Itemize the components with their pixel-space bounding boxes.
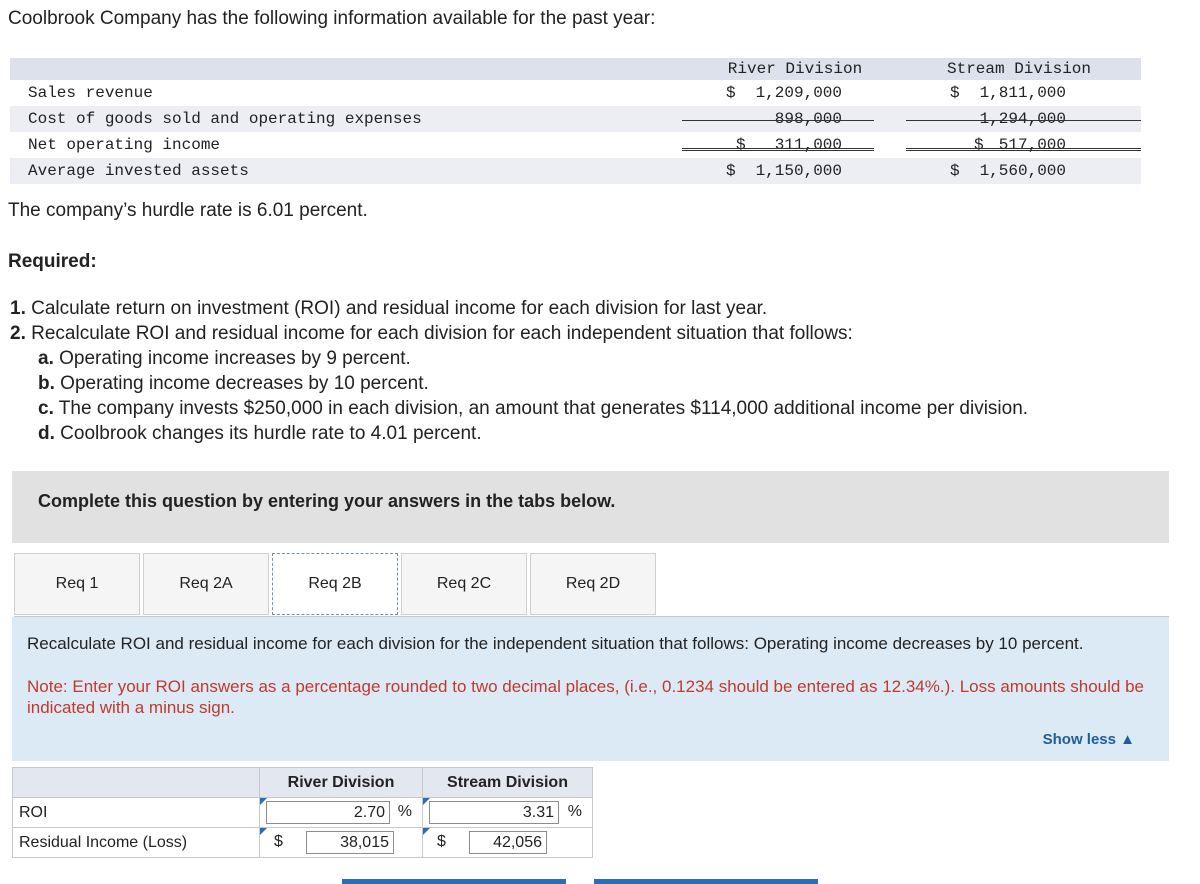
row-cogs bbox=[10, 106, 1141, 132]
answer-flag-icon bbox=[423, 828, 430, 835]
ri-stream-input[interactable]: 42,056 bbox=[469, 831, 547, 854]
hurdle-rate-text: The company’s hurdle rate is 6.01 percent. bbox=[8, 200, 368, 221]
required-heading: Required: bbox=[8, 251, 97, 272]
currency-sign: $ bbox=[726, 84, 736, 102]
roi-stream-cell bbox=[423, 798, 593, 828]
roi-label: ROI bbox=[13, 798, 260, 828]
banner-text: Complete this question by entering your answers in the tabs below. bbox=[38, 491, 616, 511]
river-value: 1,209,000 bbox=[755, 84, 842, 102]
roi-river-input[interactable]: 2.70 bbox=[266, 801, 390, 824]
tab-req-2d[interactable]: Req 2D bbox=[530, 553, 656, 615]
intro-text: Coolbrook Company has the following information available for the past year: bbox=[8, 8, 656, 29]
residual-income-label: Residual Income (Loss) bbox=[13, 828, 260, 858]
prev-button[interactable] bbox=[342, 879, 566, 884]
next-button[interactable] bbox=[594, 879, 818, 884]
total-double-rule bbox=[682, 148, 874, 151]
row-label: Cost of goods sold and operating expenses bbox=[28, 110, 422, 128]
requirement-item: 1. Calculate return on investment (ROI) and residual income for each division for last year. bbox=[10, 298, 768, 319]
tab-req-2b[interactable]: Req 2B bbox=[272, 553, 398, 615]
row-average-invested-assets bbox=[10, 158, 1141, 184]
header-river-division: River Division bbox=[727, 60, 863, 78]
currency-sign: $ bbox=[950, 84, 960, 102]
info-table-header bbox=[10, 58, 1141, 80]
question-panel bbox=[12, 617, 1169, 761]
percent-sign: % bbox=[567, 803, 582, 820]
ri-river-cell bbox=[260, 828, 423, 858]
division-info-table bbox=[10, 58, 1141, 184]
situation-item: b. Operating income decreases by 10 percent. bbox=[38, 373, 429, 394]
tab-req-2c[interactable]: Req 2C bbox=[401, 553, 527, 615]
residual-income-row bbox=[13, 828, 593, 858]
show-less-link[interactable]: Show less ▲ bbox=[1042, 731, 1135, 748]
panel-instruction: Recalculate ROI and residual income for each division for the independent situation that follows: Operating income decreases by 10 percent. bbox=[27, 634, 1084, 653]
river-value: 898,000 bbox=[774, 110, 842, 128]
river-value: 311,000 bbox=[774, 136, 842, 154]
currency-sign: $ bbox=[974, 136, 984, 154]
header-river-division: River Division bbox=[260, 768, 423, 798]
situation-item: c. The company invests $250,000 in each division, an amount that generates $114,000 additional income per division. bbox=[38, 398, 1029, 419]
header-stream-division: Stream Division bbox=[423, 768, 593, 798]
situation-item: d. Coolbrook changes its hurdle rate to 4.01 percent. bbox=[38, 423, 482, 444]
river-value: 1,150,000 bbox=[755, 162, 842, 180]
triangle-up-icon: ▲ bbox=[1120, 731, 1135, 748]
requirements-list bbox=[10, 296, 1028, 446]
tab-req-2a[interactable]: Req 2A bbox=[143, 553, 269, 615]
row-net-operating-income bbox=[10, 132, 1141, 158]
currency-sign: $ bbox=[726, 162, 736, 180]
instructions-banner bbox=[12, 471, 1169, 543]
tab-req-1[interactable]: Req 1 bbox=[14, 553, 140, 615]
requirement-item: 2. Recalculate ROI and residual income for each division for each independent situation that follows: bbox=[10, 323, 853, 344]
stream-value: 517,000 bbox=[998, 136, 1066, 154]
subtotal-rule bbox=[682, 120, 874, 121]
roi-row bbox=[13, 798, 593, 828]
ri-stream-cell bbox=[423, 828, 593, 858]
row-label: Net operating income bbox=[28, 136, 221, 154]
header-stream-division: Stream Division bbox=[946, 60, 1092, 78]
blank-header bbox=[13, 768, 260, 798]
panel-note: Note: Enter your ROI answers as a percentage rounded to two decimal places, (i.e., 0.1234 should be entered as 12.34%.). Loss amounts should be indicated with a minus sign. bbox=[27, 677, 1144, 717]
row-sales-revenue bbox=[10, 80, 1141, 106]
currency-sign: $ bbox=[950, 162, 960, 180]
roi-river-cell bbox=[260, 798, 423, 828]
row-label: Sales revenue bbox=[28, 84, 153, 102]
stream-value: 1,560,000 bbox=[979, 162, 1066, 180]
dollar-sign: $ bbox=[437, 833, 446, 850]
stream-value: 1,294,000 bbox=[979, 110, 1066, 128]
answer-table bbox=[12, 767, 593, 858]
subtotal-rule bbox=[906, 120, 1141, 121]
dollar-sign: $ bbox=[274, 833, 283, 850]
answer-header-row bbox=[13, 768, 593, 798]
ri-river-input[interactable]: 38,015 bbox=[306, 831, 394, 854]
row-label: Average invested assets bbox=[28, 162, 249, 180]
stream-value: 1,811,000 bbox=[979, 84, 1066, 102]
currency-sign: $ bbox=[736, 136, 746, 154]
situation-item: a. Operating income increases by 9 percent. bbox=[38, 348, 411, 369]
percent-sign: % bbox=[397, 803, 412, 820]
answer-flag-icon bbox=[260, 828, 267, 835]
roi-stream-input[interactable]: 3.31 bbox=[429, 801, 559, 824]
total-double-rule bbox=[906, 148, 1141, 151]
